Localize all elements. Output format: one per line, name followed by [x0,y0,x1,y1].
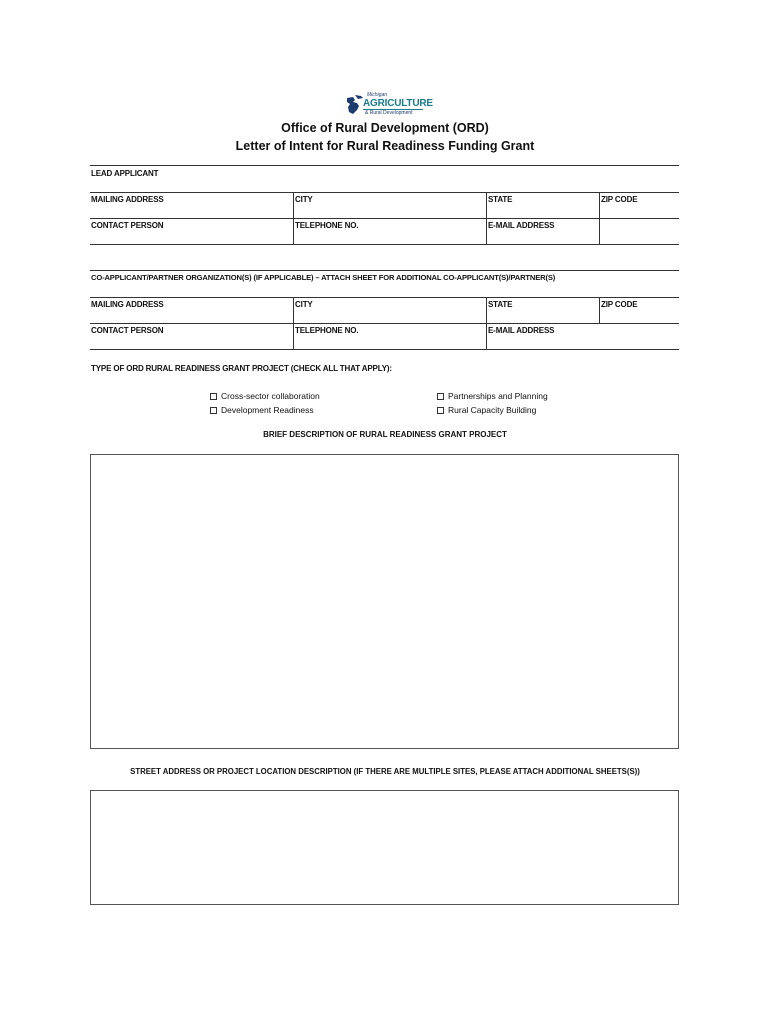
project-type-heading: TYPE OF ORD RURAL READINESS GRANT PROJECT (CHECK ALL THAT APPLY): [91,364,392,373]
checkbox-icon[interactable] [210,393,217,400]
coapplicant-field[interactable]: CO-APPLICANT/PARTNER ORGANIZATION(S) (IF APPLICABLE) – ATTACH SHEET FOR ADDITIONAL CO-APPLICANT(S)/PARTNER(S) [91,273,556,282]
co-city-field[interactable]: CITY [295,300,313,309]
checkbox-partnerships-planning[interactable]: Partnerships and Planning [437,391,548,401]
lead-mailing-address-field[interactable]: MAILING ADDRESS [91,195,164,204]
lead-zip-field[interactable]: ZIP CODE [601,195,638,204]
location-textarea[interactable] [90,790,679,905]
divider [599,297,600,323]
rule [90,244,679,245]
rule [90,218,679,219]
lead-applicant-field[interactable]: LEAD APPLICANT [91,169,159,178]
co-email-field[interactable]: E-MAIL ADDRESS [488,326,555,335]
location-heading: STREET ADDRESS OR PROJECT LOCATION DESCRIPTION (IF THERE ARE MULTIPLE SITES, PLEASE ATTACH ADDITIONAL SHEETS(S)) [130,767,640,776]
co-contact-person-field[interactable]: CONTACT PERSON [91,326,164,335]
co-mailing-address-field[interactable]: MAILING ADDRESS [91,300,164,309]
logo-line-1: Michigan [367,92,388,98]
logo-line-3: & Rural Development [365,110,413,116]
checkbox-icon[interactable] [437,407,444,414]
co-state-field[interactable]: STATE [488,300,513,309]
lead-state-field[interactable]: STATE [488,195,513,204]
page-title: Office of Rural Development (ORD) [281,121,489,135]
rule [90,323,679,324]
checkbox-icon[interactable] [210,407,217,414]
rule [90,297,679,298]
checkbox-cross-sector[interactable]: Cross-sector collaboration [210,391,320,401]
lead-city-field[interactable]: CITY [295,195,313,204]
lead-contact-person-field[interactable]: CONTACT PERSON [91,221,164,230]
rule [90,165,679,166]
lead-email-field[interactable]: E-MAIL ADDRESS [488,221,555,230]
checkbox-rural-capacity[interactable]: Rural Capacity Building [437,405,536,415]
logo-line-2: AGRICULTURE [363,98,433,109]
rule [90,270,679,271]
rule [90,192,679,193]
co-telephone-field[interactable]: TELEPHONE NO. [295,326,359,335]
description-textarea[interactable] [90,454,679,749]
page-subtitle: Letter of Intent for Rural Readiness Funding Grant [235,139,535,153]
co-zip-field[interactable]: ZIP CODE [601,300,638,309]
lead-telephone-field[interactable]: TELEPHONE NO. [295,221,359,230]
checkbox-development-readiness[interactable]: Development Readiness [210,405,314,415]
checkbox-icon[interactable] [437,393,444,400]
agency-logo [345,92,433,118]
description-heading: BRIEF DESCRIPTION OF RURAL READINESS GRANT PROJECT [263,430,507,439]
rule [90,349,679,350]
